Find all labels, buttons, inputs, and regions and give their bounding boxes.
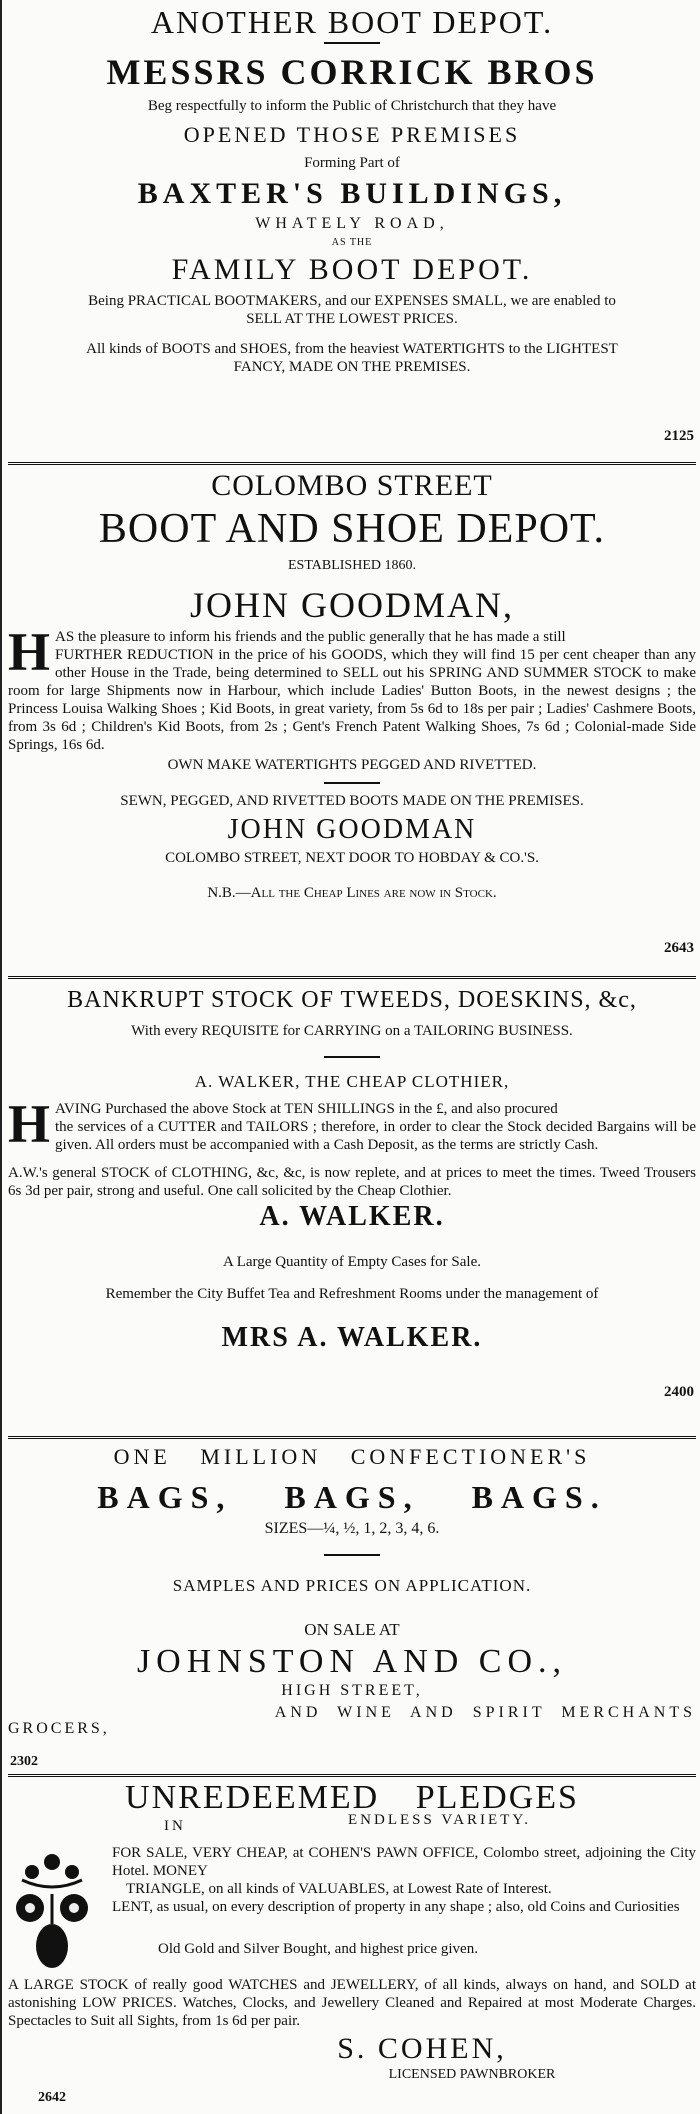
drop-cap: H (8, 1094, 51, 1154)
intro-text: Beg respectfully to inform the Public of Christchurch that they have (147, 98, 557, 114)
road-name: WHATELY ROAD, (255, 215, 449, 232)
section-rule (8, 976, 696, 980)
sizes-text: SIZES—¼, ½, 1, 2, 3, 4, 6. (264, 1520, 440, 1537)
pledges-title: UNREDEEMED PLEDGES (125, 1779, 579, 1816)
own-make: OWN MAKE WATERTIGHTS PEGGED AND RIVETTED. (167, 757, 537, 773)
nb-note: N.B.—All the Cheap Lines are now in Stock. (207, 885, 497, 901)
depot-title: FAMILY BOOT DEPOT. (171, 253, 533, 286)
body-line-1: AS the pleasure to inform his friends and the public generally that he has made a still (55, 629, 566, 645)
headline: ANOTHER BOOT DEPOT. (150, 4, 554, 40)
clothier-name: A. WALKER, THE CHEAP CLOTHIER, (194, 1072, 510, 1091)
body-line-1: AVING Purchased the above Stock at TEN SHILLINGS in the £, and also procured (55, 1101, 558, 1117)
in-text: IN (164, 1818, 186, 1834)
ref-number-1: 2125 (664, 428, 694, 444)
lent-text: LENT, as usual, on every description of property in any shape ; also, old Coins and Curiosities (112, 1899, 680, 1915)
column-border (0, 0, 2, 2114)
divider (324, 42, 380, 44)
firm-name: MESSRS CORRICK BROS (106, 52, 598, 92)
merchants-row (8, 1704, 696, 1744)
address: COLOMBO STREET, NEXT DOOR TO HOBDAY & CO.'S. (165, 850, 539, 866)
walker-advert (8, 984, 696, 1356)
for-sale-line-2: TRIANGLE, on all kinds of VALUABLES, at Lowest Rate of Interest. (126, 1881, 552, 1897)
corrick-bros-advert (8, 4, 696, 376)
remember-text: Remember the City Buffet Tea and Refreshment Rooms under the management of (105, 1286, 599, 1302)
empty-cases: A Large Quantity of Empty Cases for Sale. (222, 1254, 481, 1270)
divider (324, 1056, 380, 1058)
walker-name: A. WALKER. (259, 1201, 445, 1232)
million-text: ONE MILLION CONFECTIONER'S (113, 1444, 591, 1469)
forming-text: Forming Part of (304, 155, 400, 171)
body-text (8, 622, 696, 754)
proprietor-name: JOHN GOODMAN, (189, 585, 514, 625)
cohen-name: S. COHEN, (337, 2032, 507, 2065)
street-name: HIGH STREET, (281, 1682, 423, 1699)
on-sale-text: ON SALE AT (304, 1620, 400, 1639)
ref-number-2: 2643 (664, 940, 694, 956)
as-the-text: AS THE (331, 237, 373, 248)
variety-row (8, 1812, 696, 1838)
kinds-line-2: FANCY, MADE ON THE PREMISES. (233, 359, 471, 375)
established: ESTABLISHED 1860. (288, 558, 416, 573)
grocers-text: GROCERS, (8, 1720, 110, 1737)
mrs-walker: MRS A. WALKER. (221, 1322, 483, 1353)
stock-text: A LARGE STOCK of really good WATCHES and JEWELLERY, of all kinds, always on hand, and SOLD at astonishing LOW PRICES. Watches, Clocks, and Jewellery Cleaned and Repaired at most Moderate Charges. Spectacles to Suit all Sights, from 1s 6d per pair. (8, 1977, 696, 2029)
requisite-text: With every REQUISITE for CARRYING on a TAILORING BUSINESS. (131, 1023, 573, 1039)
johnston-advert (8, 1442, 696, 1744)
building-name: BAXTER'S BUILDINGS, (137, 177, 567, 210)
ref-number-3: 2400 (664, 1384, 694, 1400)
practical-line-2: SELL AT THE LOWEST PRICES. (246, 311, 458, 327)
practical-line-1: Being PRACTICAL BOOTMAKERS, and our EXPENSES SMALL, we are enabled to (88, 293, 616, 309)
licensed-text: LICENSED PAWNBROKER (388, 2067, 556, 2082)
bankrupt-title: BANKRUPT STOCK OF TWEEDS, DOESKINS, &c, (67, 987, 637, 1013)
section-rule (8, 462, 696, 466)
general-stock: A.W.'s general STOCK of CLOTHING, &c, &c, is now replete, and at prices to meet the times. Tweed Trousers 6s 3d per pair, strong and useful. One call solicited by the Cheap Clothier. (8, 1165, 696, 1199)
variety-text: ENDLESS VARIETY. (348, 1812, 532, 1828)
kinds-line-1: All kinds of BOOTS and SHOES, from the heaviest WATERTIGHTS to the LIGHTEST (86, 341, 618, 357)
divider (324, 782, 380, 784)
sewn-text: SEWN, PEGGED, AND RIVETTED BOOTS MADE ON THE PREMISES. (120, 793, 584, 809)
proprietor-name-2: JOHN GOODMAN (227, 814, 477, 845)
body-line-2: the services of a CUTTER and TAILORS ; therefore, in order to clear the Stock decided Bargains will be given. All orders must be accompanied with a Cash Deposit, as the terms are strictly Cash. (55, 1119, 696, 1153)
samples-text: SAMPLES AND PRICES ON APPLICATION. (172, 1576, 532, 1595)
jewellery-icon (12, 1850, 92, 1970)
ref-number-5: 2642 (38, 2090, 66, 2105)
for-sale-line-1: FOR SALE, VERY CHEAP, at COHEN'S PAWN OFFICE, Colombo street, adjoining the City Hotel. MONEY (112, 1845, 696, 1879)
goodman-advert (8, 468, 696, 902)
drop-cap: H (8, 622, 51, 682)
body-text (8, 1094, 696, 1154)
street-heading: COLOMBO STREET (211, 469, 493, 502)
firm-name: JOHNSTON AND CO., (136, 1643, 568, 1680)
ref-number-4: 2302 (10, 1754, 38, 1769)
cohen-advert (8, 1778, 696, 2084)
pawn-block (8, 1844, 696, 1976)
gold-text: Old Gold and Silver Bought, and highest price given. (158, 1941, 478, 1957)
opened-text: OPENED THOSE PREMISES (183, 122, 521, 147)
section-rule (8, 1436, 696, 1440)
depot-title: BOOT AND SHOE DEPOT. (98, 506, 606, 552)
body-line-2: FURTHER REDUCTION in the price of his GOODS, which they will find 15 per cent cheaper than any other House in the Trade, being determined to SELL out his SPRING AND SUMMER STOCK to make room for large Shipments now in Harbour, which include Ladies' Button Boots, in the newest designs ; the Princess Louisa Walking Shoes ; Kid Boots, in great variety, from 5s 6d to 18s per pair ; Ladies' Cashmere Boots, from 3s 6d ; Children's Kid Boots, from 2s ; Gent's French Patent Walking Shoes, 7s 6d ; Colonial-made Side Springs, 16s 6d. (8, 647, 696, 753)
merchants-text: AND WINE AND SPIRIT MERCHANTS (274, 1704, 696, 1721)
bags-text: BAGS, BAGS, BAGS. (97, 1479, 607, 1515)
divider (324, 1554, 380, 1556)
